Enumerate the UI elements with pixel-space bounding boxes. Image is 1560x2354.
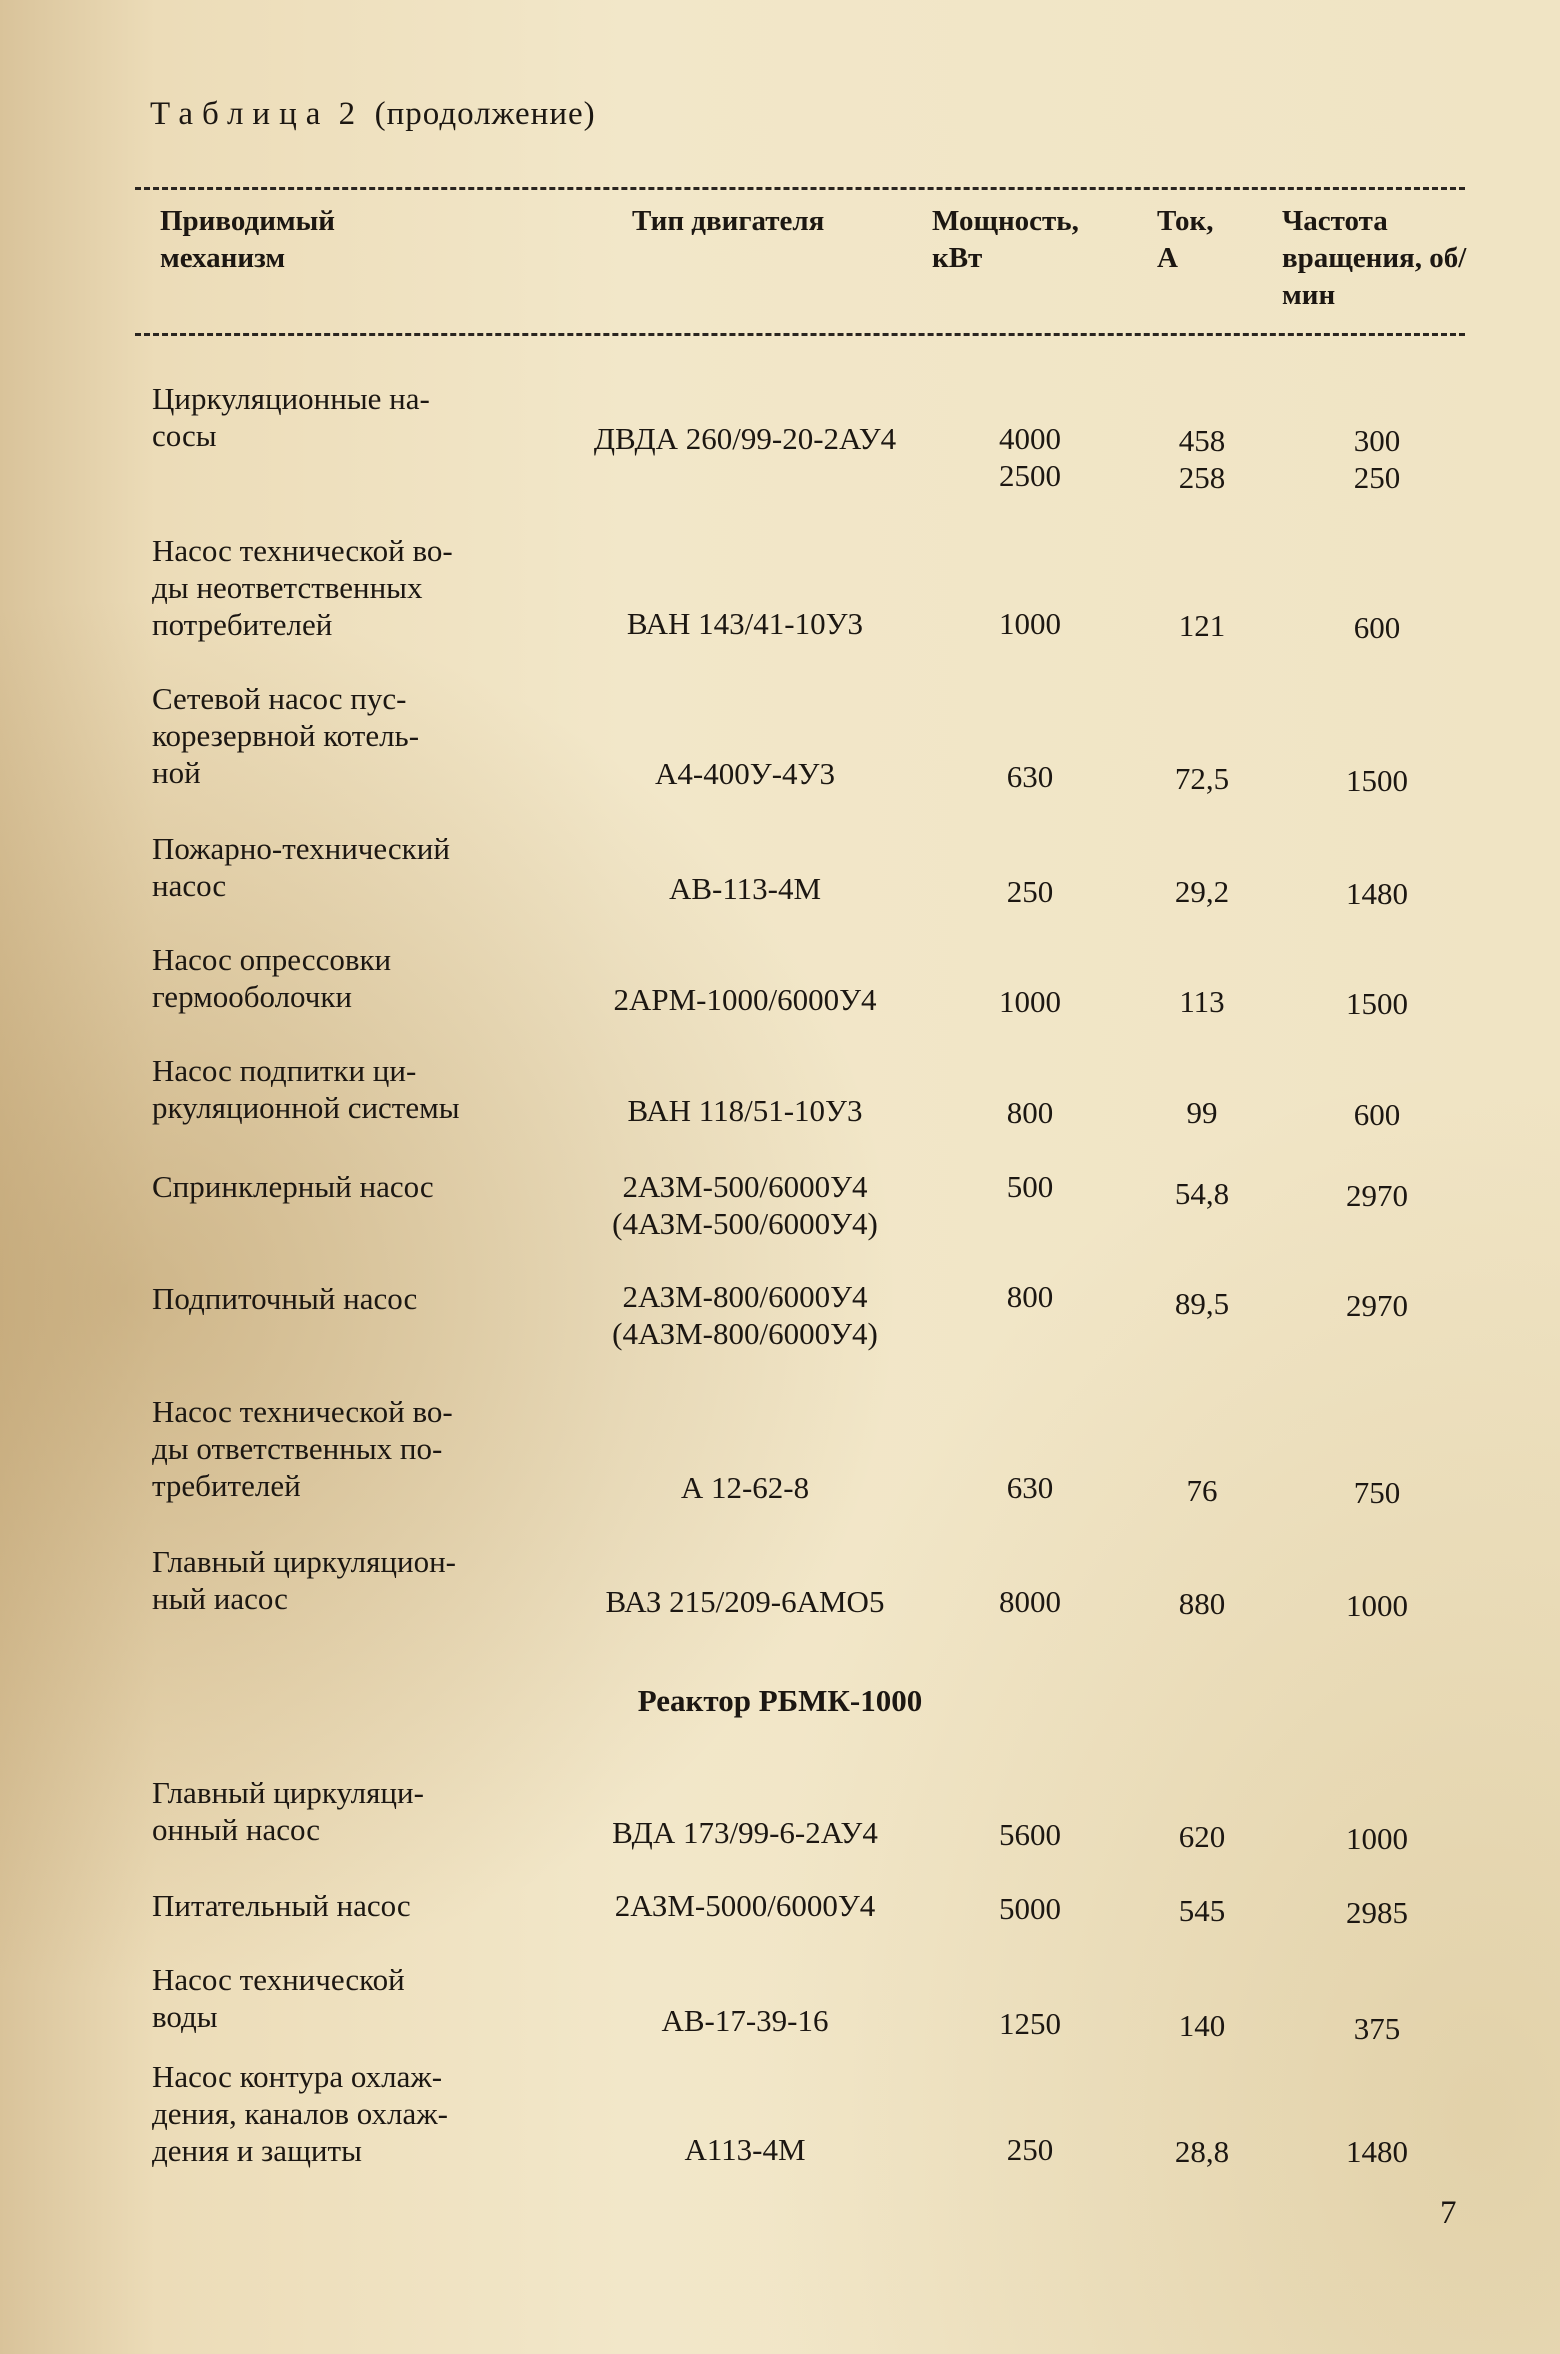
cell-power: 1250 bbox=[999, 2006, 1061, 2041]
cell-mechanism: Пожарно-технический насос bbox=[152, 831, 450, 903]
cell-current: 54,8 bbox=[1174, 1176, 1230, 1211]
cell-motor-type: 2АЗМ-800/6000У4 (4АЗМ-800/6000У4) bbox=[612, 1279, 878, 1351]
cell-motor-type: 2АРМ-1000/6000У4 bbox=[613, 982, 877, 1017]
cell-mechanism: Насос технической воды bbox=[152, 1962, 405, 2034]
header-current: Ток, А bbox=[1157, 205, 1214, 274]
cell-rpm: 1480 bbox=[1346, 876, 1408, 911]
cell-power: 4000 2500 bbox=[999, 421, 1061, 493]
cell-mechanism: Циркуляционные на- сосы bbox=[152, 381, 430, 453]
cell-power: 800 bbox=[1006, 1095, 1054, 1130]
cell-motor-type: ВАН 118/51-10У3 bbox=[627, 1093, 863, 1128]
cell-current: 545 bbox=[1178, 1893, 1226, 1928]
cell-motor-type: ВДА 173/99-6-2АУ4 bbox=[612, 1815, 878, 1850]
header-power: Мощность, кВт bbox=[932, 205, 1079, 274]
cell-rpm: 2985 bbox=[1346, 1895, 1408, 1930]
cell-motor-type: ДВДА 260/99-20-2АУ4 bbox=[593, 421, 897, 456]
page-number: 7 bbox=[1440, 2195, 1457, 2231]
cell-motor-type: А4-400У-4У3 bbox=[655, 756, 835, 791]
cell-motor-type: АВ-113-4М bbox=[668, 871, 822, 906]
caption-number: 2 bbox=[338, 96, 357, 132]
cell-power: 1000 bbox=[999, 606, 1061, 641]
cell-power: 1000 bbox=[999, 984, 1061, 1019]
cell-rpm: 1000 bbox=[1346, 1821, 1408, 1856]
cell-motor-type: А 12-62-8 bbox=[680, 1470, 810, 1505]
cell-rpm: 1500 bbox=[1346, 986, 1408, 1021]
header-motor: Тип двигателя bbox=[632, 205, 825, 237]
cell-power: 800 bbox=[1006, 1279, 1054, 1314]
cell-mechanism: Насос технической во- ды ответственных по- требителей bbox=[152, 1394, 453, 1503]
section-title: Реактор РБМК-1000 bbox=[637, 1683, 923, 1718]
cell-power: 5000 bbox=[999, 1891, 1061, 1926]
cell-motor-type: ВАЗ 215/209-6АМО5 bbox=[605, 1584, 885, 1619]
cell-current: 113 bbox=[1179, 984, 1225, 1019]
cell-rpm: 375 bbox=[1353, 2011, 1401, 2046]
caption-note: (продолжение) bbox=[374, 96, 596, 132]
header-rpm: Частота вращения, об/мин bbox=[1282, 205, 1467, 311]
cell-rpm: 2970 bbox=[1346, 1178, 1408, 1213]
cell-mechanism: Насос технической во- ды неответственных потребителей bbox=[152, 533, 453, 642]
cell-power: 8000 bbox=[999, 1584, 1061, 1619]
cell-current: 99 bbox=[1186, 1095, 1218, 1130]
cell-mechanism: Подпиточный насос bbox=[152, 1281, 418, 1316]
cell-current: 28,8 bbox=[1174, 2134, 1230, 2169]
cell-mechanism: Спринклерный насос bbox=[152, 1169, 434, 1204]
cell-mechanism: Насос контура охлаж- дения, каналов охлаж- дения и защиты bbox=[152, 2059, 448, 2168]
cell-current: 620 bbox=[1178, 1819, 1226, 1854]
cell-power: 250 bbox=[1006, 2132, 1054, 2167]
cell-rpm: 300 250 bbox=[1353, 423, 1401, 495]
caption-label: Таблица bbox=[150, 96, 330, 132]
cell-mechanism: Насос подпитки ци- ркуляционной системы bbox=[152, 1053, 460, 1125]
cell-current: 72,5 bbox=[1174, 761, 1230, 796]
cell-motor-type: 2АЗМ-500/6000У4 (4АЗМ-500/6000У4) bbox=[612, 1169, 878, 1241]
cell-mechanism: Главный циркуляцион- ный иасос bbox=[152, 1544, 456, 1616]
table-caption bbox=[150, 96, 596, 133]
cell-motor-type: АВ-17-39-16 bbox=[661, 2003, 829, 2038]
cell-current: 29,2 bbox=[1174, 874, 1230, 909]
cell-current: 880 bbox=[1178, 1586, 1226, 1621]
cell-current: 121 bbox=[1178, 608, 1226, 643]
cell-mechanism: Питательный насос bbox=[152, 1888, 411, 1923]
cell-mechanism: Главный циркуляци- онный насос bbox=[152, 1775, 424, 1847]
cell-power: 500 bbox=[1006, 1169, 1054, 1204]
cell-mechanism: Насос опрессовки гермооболочки bbox=[152, 942, 392, 1014]
cell-current: 140 bbox=[1178, 2008, 1226, 2043]
cell-rpm: 1000 bbox=[1346, 1588, 1408, 1623]
header-mechanism: Приводимый механизм bbox=[160, 205, 336, 274]
cell-power: 630 bbox=[1006, 759, 1054, 794]
cell-motor-type: ВАН 143/41-10У3 bbox=[626, 606, 864, 641]
cell-rpm: 750 bbox=[1353, 1475, 1401, 1510]
cell-mechanism: Сетевой насос пус- корезервной котель- ной bbox=[152, 681, 420, 790]
cell-motor-type: А113-4М bbox=[684, 2132, 806, 2167]
cell-current: 458 258 bbox=[1178, 423, 1226, 495]
cell-power: 250 bbox=[1006, 874, 1054, 909]
cell-rpm: 1500 bbox=[1346, 763, 1408, 798]
cell-current: 89,5 bbox=[1174, 1286, 1230, 1321]
cell-power: 630 bbox=[1006, 1470, 1054, 1505]
cell-rpm: 600 bbox=[1353, 610, 1401, 645]
cell-rpm: 2970 bbox=[1346, 1288, 1408, 1323]
cell-motor-type: 2АЗМ-5000/6000У4 bbox=[614, 1888, 876, 1923]
cell-rpm: 1480 bbox=[1346, 2134, 1408, 2169]
cell-rpm: 600 bbox=[1353, 1097, 1401, 1132]
header-bottom-rule bbox=[135, 333, 1465, 336]
cell-current: 76 bbox=[1186, 1473, 1218, 1508]
header-top-rule bbox=[135, 187, 1465, 190]
cell-power: 5600 bbox=[999, 1817, 1061, 1852]
